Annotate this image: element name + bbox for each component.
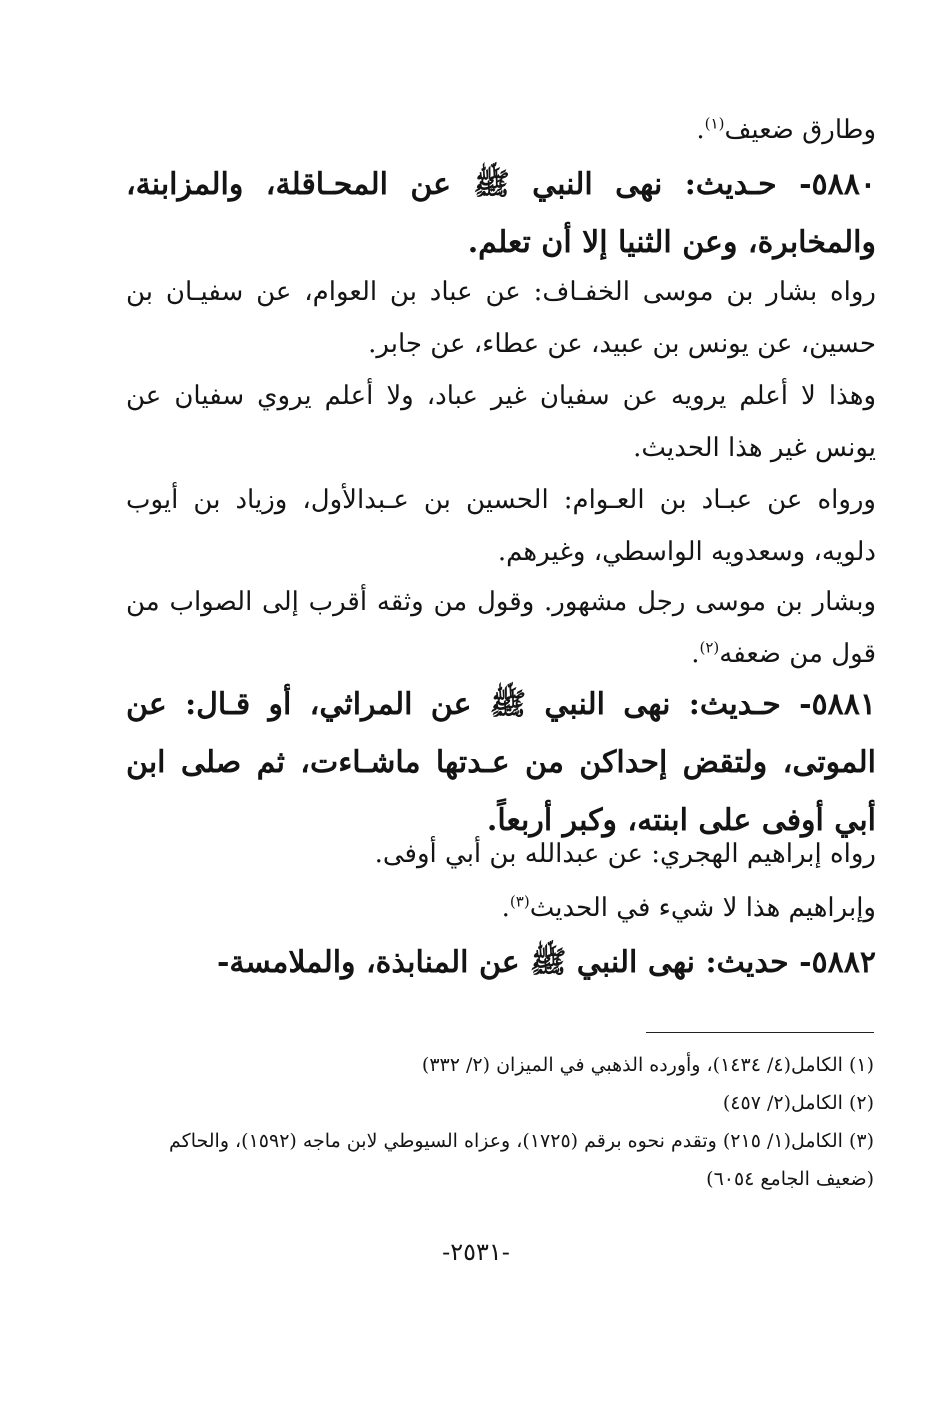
paragraph-other-narrators (126, 474, 876, 578)
hadith-text: - حديث: نهى النبي ﷺ عن المنابذة، والملامسة- (216, 945, 812, 980)
footnote-ref-3[interactable]: (٣) (509, 892, 530, 911)
footnote-ref-2[interactable]: (٢) (699, 638, 720, 657)
footnote-separator (646, 1032, 874, 1033)
hadith-number: ٥٨٨٢ (811, 945, 876, 980)
paragraph-text: رواه بشار بن موسى الخفـاف: عن عباد بن العوام، عن سفيـان بن حسين، عن يونس بن عبيد، عن عطاء، عن جابر. (126, 277, 876, 359)
footnotes (126, 1046, 874, 1198)
footnote-ref-1[interactable]: (١) (704, 114, 725, 133)
paragraph-ibrahim: وإبراهيم هذا لا شيء في الحديث$^{(٣)}$. (501, 892, 876, 923)
paragraph-bashar: وبشار بن موسى رجل مشهور. وقول من وثقه أقرب إلى الصواب من قول من ضعفه$^{(٢)}$. (126, 587, 876, 669)
paragraph-text: وإبراهيم هذا لا شيء في الحديث (529, 893, 876, 923)
paragraph-tariq: وطارق ضعيف$^{(١)}$. (696, 114, 876, 145)
hadith-text: - حـديث: نهى النبي ﷺ عن المراثي، أو قـال: عن الموتى، ولتقض إحداكن من عـدتها ماشـاءت، ثم صلى ابن أبي أوفى على ابنته، وكبر أربعاً. (126, 687, 876, 838)
footnote-1: (١) الكامل(٤/ ١٤٣٤)، وأورده الذهبي في الميزان (٢/ ٣٣٢) (421, 1054, 874, 1076)
paragraph-text: وهذا لا أعلم يرويه عن سفيان غير عباد، ولا أعلم يروي سفيان عن يونس غير هذا الحديث. (126, 381, 876, 463)
paragraph-comment-5880 (126, 370, 876, 474)
hadith-number: ٥٨٨٠ (811, 167, 876, 202)
footnote-3: (٣) الكامل(١/ ٢١٥) وتقدم نحوه برقم (١٧٢٥)، وعزاه السيوطي لابن ماجه (١٥٩٢)، والحاكم (ضعيف الجامع ٦٠٥٤) (169, 1130, 874, 1190)
paragraph-text: وبشار بن موسى رجل مشهور. وقول من وثقه أقرب إلى الصواب من قول من ضعفه (126, 587, 876, 669)
paragraph-text: رواه إبراهيم الهجري: عن عبدالله بن أبي أوفى. (374, 839, 876, 869)
hadith-5882 (126, 934, 876, 992)
hadith-number: ٥٨٨١ (811, 687, 876, 722)
page-number: -٢٥٣١- (442, 1238, 510, 1266)
hadith-text: - حـديث: نهى النبي ﷺ عن المحـاقلة، والمزابنة، والمخابرة، وعن الثنيا إلا أن تعلم. (126, 167, 876, 260)
hadith-5880 (126, 156, 876, 272)
footnote-2: (٢) الكامل(٢/ ٤٥٧) (722, 1092, 874, 1114)
paragraph-text: ورواه عن عبـاد بن العـوام: الحسين بن عـبدالأول، وزياد بن أيوب دلويه، وسعدويه الواسطي، وغيرهم. (126, 485, 876, 567)
paragraph-text: وطارق ضعيف (724, 115, 876, 145)
paragraph-narration-5881 (126, 828, 876, 880)
hadith-5881 (126, 676, 876, 850)
paragraph-narration-5880 (126, 266, 876, 370)
